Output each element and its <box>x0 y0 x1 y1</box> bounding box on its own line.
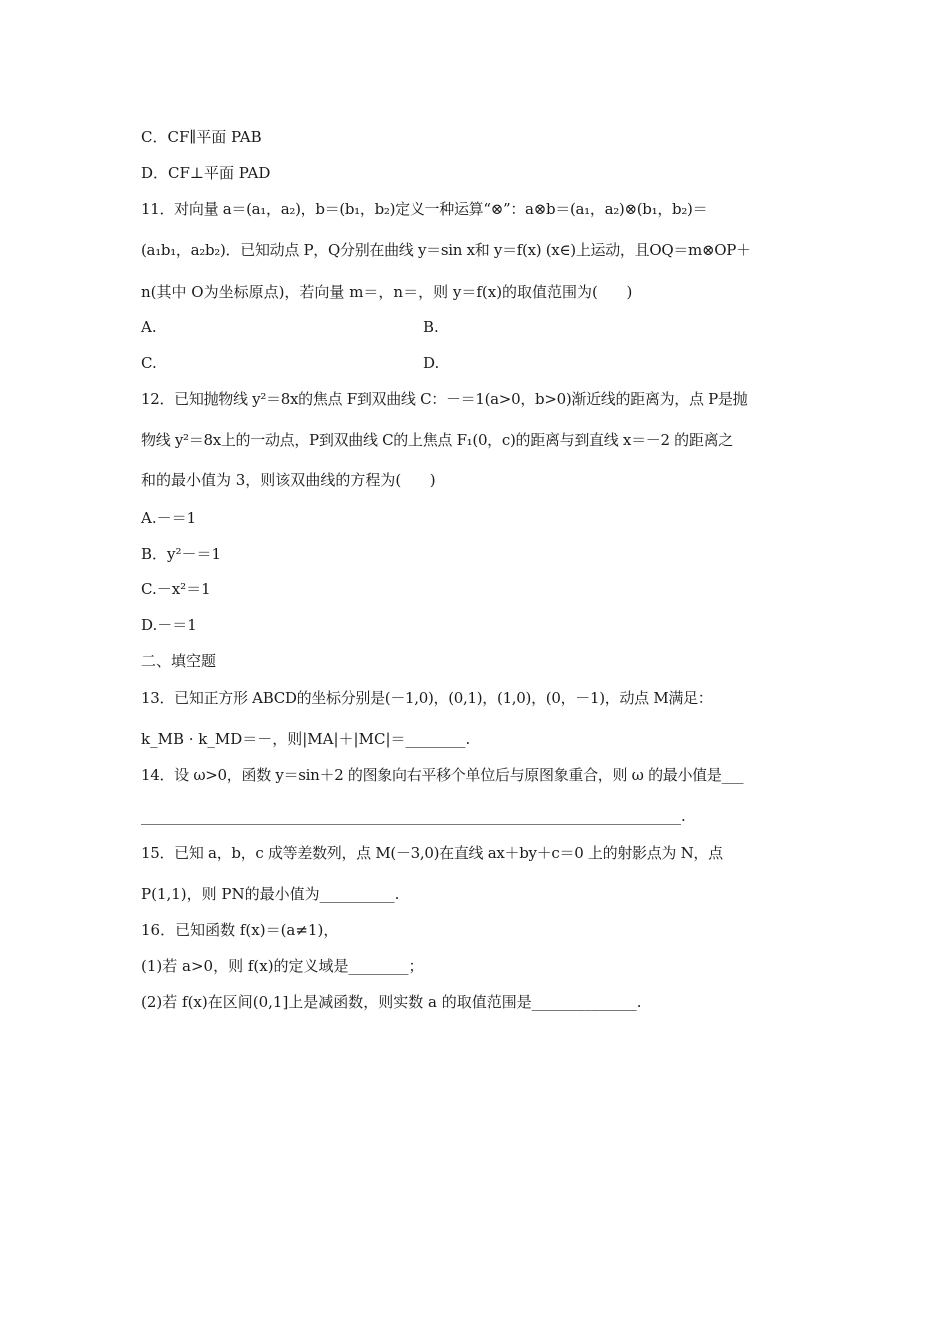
q14-line-1: 14．设 ω>0，函数 y＝sin＋2 的图象向右平移个单位后与原图象重合，则 ω 的最小值是___ <box>141 766 744 784</box>
q12-line-2: 物线 y²＝8x上的一动点，P到双曲线 C的上焦点 F₁(0，c)的距离与到直线 x＝－2 的距离之 <box>141 431 733 449</box>
q12-line-1: 12．已知抛物线 y²＝8x的焦点 F到双曲线 C：－＝1(a>0，b>0)渐近线的距离为，点 P是抛 <box>141 390 748 408</box>
q16-part-2: (2)若 f(x)在区间(0,1]上是减函数，则实数 a 的取值范围是______________. <box>141 993 642 1011</box>
option-11d-prev: D．CF⊥平面 PAD <box>141 164 271 182</box>
q12-option-d: D.－＝1 <box>141 616 197 634</box>
q12-option-b: B．y²－＝1 <box>141 545 222 563</box>
q11-option-d: D. <box>423 354 440 372</box>
q12-line-3: 和的最小值为 3，则该双曲线的方程为( ) <box>141 471 436 489</box>
option-11c-prev: C．CF∥平面 PAB <box>141 128 262 146</box>
q11-line-2: (a₁b₁，a₂b₂)．已知动点 P，Q分别在曲线 y＝sin x和 y＝f(x) (x∈)上运动，且OQ＝m⊗OP＋ <box>141 241 751 259</box>
q12-option-a: A.－＝1 <box>141 509 197 527</box>
q11-option-b: B. <box>423 318 439 336</box>
q13-line-2: k_MB · k_MD＝－，则|MA|＋|MC|＝________. <box>141 730 471 748</box>
q15-line-1: 15．已知 a，b，c 成等差数列，点 M(－3,0)在直线 ax＋by＋c＝0 上的射影点为 N，点 <box>141 844 723 862</box>
q16-part-1: (1)若 a>0，则 f(x)的定义域是________； <box>141 957 424 975</box>
q11-line-1: 11．对向量 a＝(a₁，a₂)，b＝(b₁，b₂)定义一种运算“⊗”：a⊗b＝(a₁，a₂)⊗(b₁，b₂)＝ <box>141 200 708 218</box>
q15-line-2: P(1,1)，则 PN的最小值为__________. <box>141 885 400 903</box>
q12-option-c: C.－x²＝1 <box>141 580 211 598</box>
q11-option-a: A. <box>141 318 157 336</box>
q11-line-3: n(其中 O为坐标原点)，若向量 m＝，n＝，则 y＝f(x)的取值范围为( ) <box>141 283 633 301</box>
q11-option-c: C. <box>141 354 157 372</box>
q14-line-2: ________________________________________________________________________. <box>141 807 686 825</box>
q13-line-1: 13．已知正方形 ABCD的坐标分别是(－1,0)，(0,1)，(1,0)，(0，－1)，动点 M满足： <box>141 689 713 707</box>
section-heading: 二、填空题 <box>141 652 217 670</box>
q16-line-1: 16．已知函数 f(x)＝(a≠1)， <box>141 921 339 939</box>
